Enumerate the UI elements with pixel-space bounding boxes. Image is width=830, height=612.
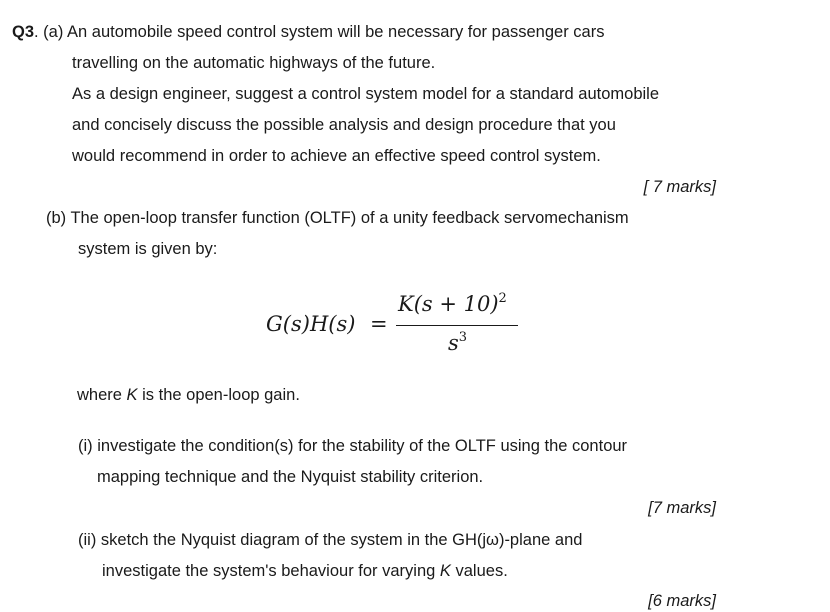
question-label: Q3 <box>12 23 35 41</box>
part-b-line-2: system is given by: <box>78 240 218 258</box>
part-a-marks: [ 7 marks] <box>643 178 716 196</box>
equation-lhs: G(s)H(s) <box>266 312 356 336</box>
part-b-line-1: (b) The open-loop transfer function (OLTF) of a unity feedback servomechanism <box>46 209 629 227</box>
part-ii-line-1: (ii) sketch the Nyquist diagram of the system in the GH(jω)-plane and <box>78 531 583 549</box>
part-i-marks: [7 marks] <box>648 499 716 517</box>
part-a-line-5: would recommend in order to achieve an effective speed control system. <box>72 147 601 165</box>
part-i-line-2: mapping technique and the Nyquist stability criterion. <box>97 468 484 486</box>
part-ii-marks: [6 marks] <box>648 592 716 610</box>
equation-equals: = <box>370 312 388 336</box>
equation-numerator: $K(s + 10)^2$ <box>398 291 507 316</box>
part-ii-line-2: investigate the system's behaviour for varying K values. <box>102 562 508 580</box>
equation-denominator: $s^3$ <box>448 330 468 355</box>
part-a-line-2: travelling on the automatic highways of the future. <box>72 54 436 72</box>
part-a-line-4: and concisely discuss the possible analysis and design procedure that you <box>72 116 616 134</box>
part-i-line-1: (i) investigate the condition(s) for the stability of the OLTF using the contour <box>78 437 628 455</box>
part-a-line-1: Q3. (a) An automobile speed control system will be necessary for passenger cars <box>12 23 605 41</box>
fraction-bar <box>396 325 518 326</box>
gain-description: where K is the open-loop gain. <box>77 386 300 404</box>
part-a-line-3: As a design engineer, suggest a control system model for a standard automobile <box>72 85 660 103</box>
